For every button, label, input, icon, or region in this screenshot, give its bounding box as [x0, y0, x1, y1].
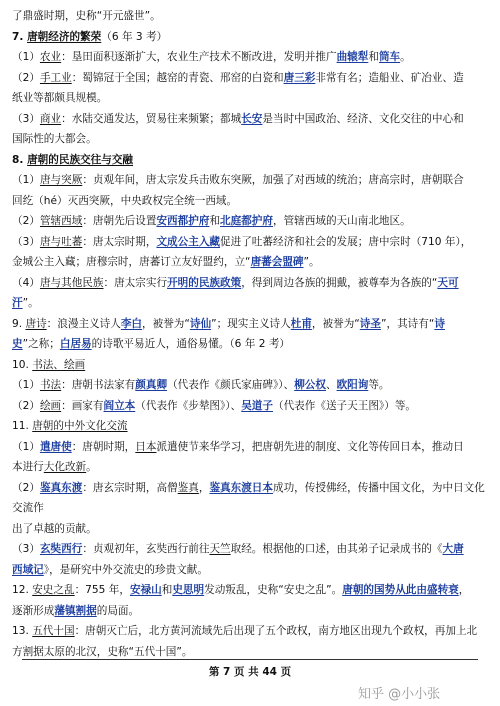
underlined-term: 唐朝经济的繁荣 [27, 30, 102, 43]
text-segment: ：唐朝时期， [71, 440, 136, 453]
text-segment: （2） [12, 481, 40, 494]
text-segment: ：755 年， [74, 584, 130, 596]
text-line [12, 375, 490, 396]
text-segment: 13. [12, 625, 33, 637]
text-segment: ：唐玄宗时期，高僧 [82, 481, 178, 494]
text-line [12, 621, 490, 642]
key-term: 欧阳询 [336, 379, 369, 391]
text-segment: ：蜀锦冠于全国；越窑的青瓷、邢窑的白瓷和 [71, 71, 284, 84]
underlined-term: 唐与吐蕃 [39, 235, 83, 248]
text-segment: 促进了吐蕃经济和社会的发展；唐中宗时（710 年）， [220, 235, 472, 248]
text-segment: ：画家有 [61, 399, 104, 412]
text-segment: 11. [12, 420, 33, 432]
underlined-term: 唐与其他民族 [39, 276, 104, 289]
text-line [12, 27, 490, 48]
text-segment: ，被誉为“ [311, 317, 360, 330]
key-term: 鉴真东渡 [39, 481, 83, 494]
text-segment: ，管辖西域的天山南北地区。 [273, 215, 411, 227]
text-segment: 国际性的大都会。 [12, 133, 97, 145]
text-segment: ：唐朝灭亡后，北方黄河流域先后出现了五个政权，南方地区出现九个政权，再加上北 [74, 625, 478, 637]
key-term: 安禄山 [129, 584, 162, 596]
text-segment: 10. [12, 358, 33, 371]
key-term: 北庭都护府 [220, 215, 273, 227]
text-segment: ：贞观年间，唐太宗发兵击败东突厥，加强了对西域的统治；唐高宗时，唐朝联合 [82, 174, 464, 186]
text-segment: 回纥（hé）灭西突厥，中央政权完全统一西域。 [12, 194, 238, 207]
text-line [12, 396, 490, 417]
text-segment: 是当时中国政治、经济、文化交往的中心和 [262, 112, 464, 125]
document-body [12, 6, 490, 662]
text-segment: 出了卓越的贡献。 [12, 522, 97, 535]
key-term: 柳公权 [294, 379, 326, 391]
text-segment: 和 [209, 215, 221, 227]
key-term: 白居易 [59, 338, 92, 350]
key-term: 唐朝的国势从此由盛转衰 [342, 584, 459, 596]
text-line [12, 314, 490, 335]
key-term: 鉴真东渡日本 [209, 481, 273, 494]
text-segment: 非常有名；造船业、矿冶业、造 [315, 71, 464, 84]
text-segment: （1） [12, 174, 40, 186]
text-segment: （代表作《步辇图》）、 [135, 399, 242, 412]
text-segment: 了鼎盛时期，史称“开元盛世”。 [12, 10, 161, 22]
text-segment: 方割据太原的北汉，史称“五代十国”。 [12, 645, 193, 658]
text-line [12, 560, 490, 581]
text-line [12, 88, 490, 109]
text-segment: （2） [12, 215, 40, 227]
underlined-term: 绘画 [39, 399, 62, 412]
key-term: 颜真卿 [135, 379, 168, 391]
text-line [12, 232, 490, 253]
key-term: 李白 [120, 317, 143, 330]
text-segment: 的诗歌平易近人，通俗易懂。（6 年 2 考） [91, 338, 291, 350]
text-line [12, 129, 490, 150]
key-term: 玄奘西行 [39, 543, 83, 555]
text-segment: ”之称； [22, 338, 60, 350]
key-term: 天可 [437, 276, 459, 289]
text-line [12, 539, 490, 560]
text-segment: 》，是研究中外交流史的珍贵文献。 [43, 563, 208, 576]
text-segment: 发动叛乱，史称“安史之乱”。 [204, 584, 343, 596]
key-term: 藩镇割据 [54, 604, 97, 617]
text-line [12, 273, 490, 294]
underlined-term: 日本 [135, 440, 157, 453]
underlined-term: 手工业 [39, 71, 72, 84]
text-segment: （2） [12, 71, 40, 84]
underlined-term: 书法 [39, 379, 62, 391]
key-term: 曲辕犁 [336, 51, 369, 63]
text-line [12, 211, 490, 232]
key-term: 遣唐使 [39, 440, 72, 453]
text-segment: ”。 [22, 297, 39, 309]
key-term: 长安 [241, 112, 263, 125]
underlined-term: 天竺 [209, 543, 231, 555]
text-segment: （代表作《送子天王图》）等。 [273, 399, 417, 412]
underlined-term: 商业 [39, 112, 62, 125]
watermark: 知乎 @小小张 [358, 687, 441, 702]
text-line [12, 252, 490, 273]
key-term: 西域记 [12, 563, 44, 576]
text-segment: 、 [325, 379, 337, 391]
text-line [12, 293, 490, 314]
text-line [12, 580, 490, 601]
key-term: 汗 [12, 297, 23, 309]
text-line [12, 457, 490, 478]
text-line [12, 355, 490, 376]
text-segment: （1） [12, 440, 40, 453]
text-segment: 7. [12, 30, 28, 43]
text-segment: 成功，传授佛经，传播中国文化，为中日文化交流作 [12, 481, 485, 514]
key-term: 诗 [434, 317, 445, 330]
key-term: 吴道子 [241, 399, 273, 412]
text-segment: ：垦田面积逐渐扩大，农业生产技术不断改进，发明并推广 [61, 51, 337, 63]
text-segment: ：唐太宗时期， [82, 235, 157, 248]
underlined-term: 书法、绘画 [32, 358, 86, 371]
text-segment: ， [198, 481, 210, 494]
text-segment: （3） [12, 112, 40, 125]
key-term: 文成公主入藏 [156, 235, 221, 248]
text-segment: ，得到周边各族的拥戴，被尊奉为各族的“ [241, 276, 438, 289]
key-term: 史 [12, 338, 23, 350]
text-line [12, 437, 490, 458]
text-segment: ，被誉为“ [142, 317, 190, 330]
key-term: 唐三彩 [283, 71, 316, 84]
text-segment: ：唐朝书法家有 [61, 379, 136, 391]
text-line [12, 416, 490, 437]
text-segment: 派遣使节来华学习，把唐朝先进的制度、文化等传回日本，推动日 [156, 440, 464, 453]
underlined-term: 鉴真 [177, 481, 199, 494]
underlined-term: 农业 [39, 51, 62, 63]
text-segment: ”，其诗有“ [380, 317, 435, 330]
text-segment: 和 [368, 51, 379, 63]
underlined-term: 唐朝的民族交往与交融 [27, 153, 134, 166]
text-line [12, 150, 490, 171]
key-term: 安西都护府 [156, 215, 210, 227]
underlined-term: 大化改新 [43, 461, 87, 473]
text-line [12, 478, 490, 519]
text-line [12, 334, 490, 355]
underlined-term: 唐与突厥 [39, 174, 83, 186]
text-segment: （3） [12, 235, 40, 248]
key-term: 阎立本 [103, 399, 136, 412]
text-segment: 的局面。 [96, 604, 140, 617]
text-segment: ：浪漫主义诗人 [46, 317, 121, 330]
text-line [12, 47, 490, 68]
key-term: 诗圣 [359, 317, 381, 330]
text-line [12, 519, 490, 540]
text-segment: 取经。根据他的口述，由其弟子记录成书的《 [230, 543, 443, 555]
text-segment: 等。 [368, 379, 390, 391]
text-segment: 。 [400, 51, 411, 63]
key-term: 诗仙 [189, 317, 212, 330]
text-segment: 。 [86, 461, 97, 473]
text-segment: （3） [12, 543, 40, 555]
text-segment: ：唐太宗实行 [103, 276, 168, 289]
text-segment: ：贞观初年，玄奘西行前往 [82, 543, 210, 555]
text-segment: ”；现实主义诗人 [211, 317, 291, 330]
key-term: 开明的民族政策 [167, 276, 242, 289]
text-segment: 本进行 [12, 461, 44, 473]
text-segment: （6 年 3 考） [101, 30, 168, 43]
underlined-term: 唐诗 [25, 317, 47, 330]
text-segment: 金城公主入藏；唐穆宗时，唐蕃订立友好盟约，立“ [12, 256, 251, 268]
underlined-term: 唐朝的中外文化交流 [32, 420, 128, 432]
text-segment: 纸业等都颇具规模。 [12, 92, 108, 104]
text-segment: 8. [12, 153, 28, 166]
key-term: 杜甫 [290, 317, 312, 330]
text-segment: 逐渐形成 [12, 604, 55, 617]
text-segment: （2） [12, 399, 40, 412]
text-segment: ：唐朝先后设置 [82, 215, 157, 227]
text-line [12, 109, 490, 130]
text-segment: ， [458, 584, 470, 596]
text-line [12, 170, 490, 191]
text-line [12, 6, 490, 27]
text-segment: 9. [12, 317, 26, 330]
underlined-term: 管辖西域 [39, 215, 83, 227]
key-term: 大唐 [442, 543, 464, 555]
text-line [12, 68, 490, 89]
footer-divider [22, 659, 478, 660]
text-segment: （1） [12, 379, 40, 391]
text-line [12, 601, 490, 622]
key-term: 史思明 [172, 584, 205, 596]
text-segment: 和 [161, 584, 173, 596]
text-segment: （4） [12, 276, 40, 289]
text-segment: 12. [12, 584, 33, 596]
text-segment: ”。 [303, 256, 320, 268]
underlined-term: 五代十国 [32, 625, 75, 637]
key-term: 唐蕃会盟碑 [250, 256, 304, 268]
page-number: 第 7 页 共 44 页 [208, 666, 292, 678]
text-line [12, 191, 490, 212]
text-segment: （1） [12, 51, 40, 63]
text-segment: （代表作《颜氏家庙碑》）、 [167, 379, 295, 391]
key-term: 筒车 [378, 51, 401, 63]
text-segment: ：水陆交通发达，贸易往来频繁；都城 [61, 112, 242, 125]
underlined-term: 安史之乱 [32, 584, 75, 596]
